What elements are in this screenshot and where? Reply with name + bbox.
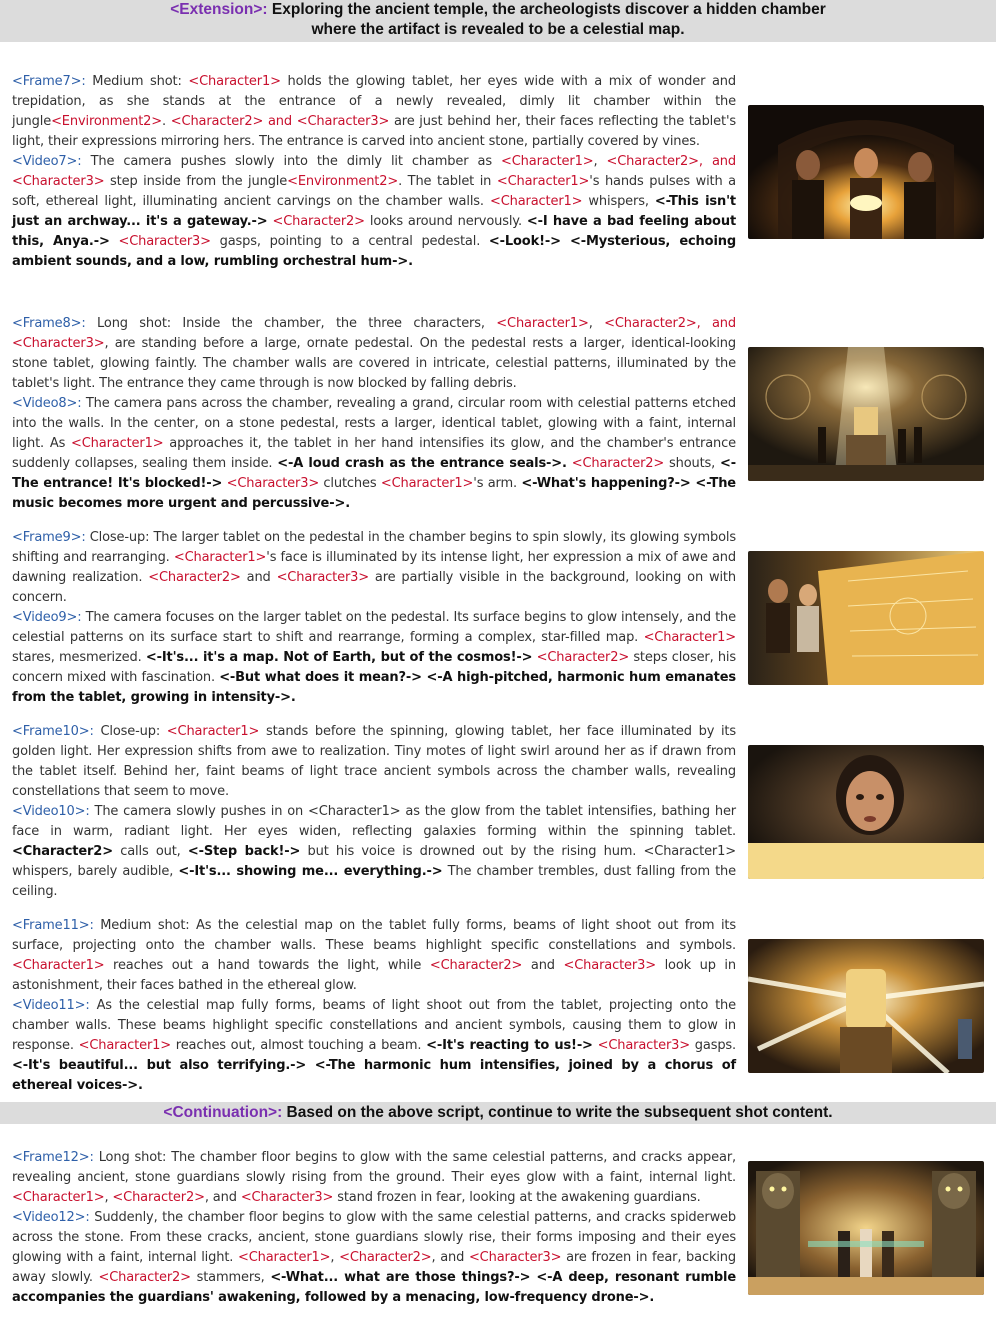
text-segment: <Character2> <box>429 958 523 974</box>
text-segment: are partially visible in the background, looking on with concern. <box>12 570 736 606</box>
text-segment: <Video9>: <box>12 610 82 626</box>
text-segment: stands before the spinning, glowing tablet, her face illuminated by its golden light. Her expression shifts from awe to realization. Tiny motes of light swirl around her as if drawn from the tablet itself. Behind her, faint beams of light trace ancient symbols across the chamber walls, revealing constellations that seem to move. <box>12 724 736 800</box>
text-segment: reaches out a hand towards the light, while <box>104 958 430 974</box>
frame11-image <box>748 939 984 1073</box>
extension-line1: Exploring the ancient temple, the archeologists discover a hidden chamber <box>267 1 826 18</box>
text-segment: and <box>522 958 564 974</box>
text-segment: <Character1> <box>380 475 474 491</box>
text-segment: Close-up: The larger tablet on the pedestal in the chamber begins to spin slowly, its glowing symbols shifting and rearranging. <box>12 530 736 566</box>
text-segment: <Character2> <box>571 455 665 471</box>
text-segment: 's face is illuminated by its intense light, her expression a mix of awe and dawning realization. <box>12 550 736 586</box>
text-segment: . The tablet in <box>398 174 497 189</box>
text-segment: steps closer, his concern mixed with fascination. <box>12 649 737 685</box>
text-segment: The camera pans across the chamber, revealing a grand, circular room with celestial patterns etched into the walls. In the center, on a stone pedestal, rests a larger, identical tablet, glowing with a faint, internal light. As <box>12 396 736 451</box>
text-segment: <Character2> <box>12 843 113 859</box>
frame8-image <box>748 347 984 481</box>
shot-text-frame9 <box>0 528 736 707</box>
text-segment: look up in astonishment, their faces bathed in the ethereal glow. <box>12 958 736 994</box>
text-segment: <Character3> <box>12 336 105 352</box>
text-segment: , <box>330 1249 340 1265</box>
text-segment: <Frame7>: <box>12 74 86 90</box>
text-segment: . <box>162 114 171 130</box>
text-segment: The camera pushes slowly into the dimly lit chamber as <box>81 154 501 170</box>
text-segment: <Character2> <box>148 570 241 586</box>
text-segment: <Frame10>: <box>12 724 94 740</box>
text-segment: step inside from the jungle <box>104 174 288 189</box>
text-segment: The chamber trembles, dust falling from the ceiling. <box>12 863 736 899</box>
text-segment: <Character2> <box>272 213 365 229</box>
text-segment: <Frame11>: <box>12 918 94 934</box>
text-segment: shouts, <box>664 455 721 471</box>
text-segment: <-The entrance! It's blocked!-> <box>12 455 737 491</box>
text-segment: <Character1> <box>489 193 583 209</box>
text-segment: <Character1> <box>496 316 589 332</box>
text-segment: <Character2> <box>170 114 264 130</box>
text-segment: <Character1> <box>166 724 260 740</box>
shot-text-frame12 <box>0 1148 736 1307</box>
text-segment: and <box>240 570 277 586</box>
text-segment: <Character1> <box>496 174 590 189</box>
text-segment: , and <box>204 1190 241 1206</box>
text-segment: but his voice is drowned out by the rising hum. <Character1> whispers, barely audible, <box>12 843 736 879</box>
text-segment: <-It's... showing me... everything.-> <box>178 863 443 879</box>
continuation-banner <box>0 1102 996 1124</box>
text-segment: <Character3> <box>468 1249 562 1265</box>
text-segment: Medium shot: <box>85 74 189 90</box>
text-segment: <Environment2> <box>51 114 163 130</box>
text-segment: <Character3> <box>118 233 211 249</box>
frame9-image <box>748 551 984 685</box>
text-segment: , are standing before a large, ornate pedestal. On the pedestal rests a larger, identical-looking stone tablet, glowing faintly. The chamber walls are covered in intricate, celestial patterns, illuminated by the tablet's light. The entrance they came through is now blocked by falling debris. <box>12 336 736 392</box>
text-segment: and <box>263 114 297 130</box>
extension-tag: <Extension>: <box>170 1 268 18</box>
text-segment: 's hands pulses with a soft, ethereal light, illuminating ancient carvings on the chamber walls. <box>12 174 736 209</box>
text-segment: looks around nervously. <box>364 213 527 229</box>
text-segment: gasps. <box>690 1037 737 1053</box>
text-segment: Suddenly, the chamber floor begins to glow with the same celestial patterns, and cracks spiderweb across the stone. From these cracks, ancient, stone guardians slowly rise, their forms imposing and their eyes glowing with a faint, internal light. <box>12 1210 736 1265</box>
text-segment: <Character3> <box>597 1037 691 1053</box>
text-segment: <Character3> <box>12 174 105 189</box>
text-segment: <Video8>: <box>12 396 82 412</box>
text-segment: The camera slowly pushes in on <Character1> as the glow from the tablet intensifies, bathing her face in warm, radiant light. Her eyes widen, reflecting galaxies forming within the spinning tablet. <box>12 804 736 839</box>
text-segment: whispers, <box>582 193 655 209</box>
frame7-image <box>748 105 984 239</box>
text-segment: stammers, <box>190 1269 271 1285</box>
text-segment: <-This isn't just an archway... it's a gateway.-> <box>12 193 736 229</box>
text-segment: <Character1> <box>237 1249 331 1265</box>
text-segment: <Character1> <box>12 958 105 974</box>
shot-text-frame7 <box>0 72 736 271</box>
text-segment: As the celestial map fully forms, beams of light shoot out from the tablet, projecting onto the chamber walls. These beams highlight specific constellations and ancient symbols, causing them to glow in response. <box>12 998 736 1053</box>
text-segment: <Video7>: <box>12 154 82 170</box>
text-segment: <Character1> <box>188 74 281 90</box>
continuation-tag: <Continuation>: <box>163 1104 283 1121</box>
shot-block-frame12 <box>0 1128 996 1328</box>
text-segment: <Character1> <box>78 1037 172 1053</box>
shot-block-frame7 <box>0 44 996 300</box>
continuation-text: Based on the above script, continue to write the subsequent shot content. <box>282 1104 833 1121</box>
text-segment: Long shot: The chamber floor begins to glow with the same celestial patterns, and cracks appear, revealing ancient, stone guardians slowly rising from the ground. Their eyes glow with a faint, internal light. <box>12 1150 736 1186</box>
text-segment: <Character2> <box>536 649 630 665</box>
text-segment: <Frame9>: <box>12 530 86 546</box>
text-segment: gasps, pointing to a central pedestal. <box>210 233 489 249</box>
text-segment: <Character3> <box>276 570 369 586</box>
shot-block-frame11 <box>0 916 996 1096</box>
text-segment: <-It's... it's a map. Not of Earth, but of the cosmos!-> <box>145 649 533 665</box>
text-segment: Long shot: Inside the chamber, the three characters, <box>85 316 497 332</box>
text-segment: <Character3> <box>296 114 390 130</box>
text-segment: <Frame12>: <box>12 1150 94 1166</box>
text-segment: <-But what does it mean?-> <-A high-pitched, harmonic hum emanates from the tablet, growing in intensity->. <box>12 669 736 705</box>
text-segment: stand frozen in fear, looking at the awakening guardians. <box>333 1190 701 1206</box>
text-segment: approaches it, the tablet in her hand intensifies its glow, and the chamber's entrance suddenly collapses, sealing them inside. <box>12 435 736 471</box>
text-segment: <Character2> <box>604 316 697 332</box>
shot-block-frame9 <box>0 528 996 708</box>
shot-block-frame10 <box>0 722 996 902</box>
text-segment: <-What... what are those things?-> <-A deep, resonant rumble accompanies the guardians' awakening, followed by a menacing, low-frequency drone->. <box>12 1269 736 1305</box>
text-segment: <-What's happening?-> <-The music becomes more urgent and percussive->. <box>12 475 736 511</box>
text-segment: <Character3> <box>563 958 656 974</box>
text-segment: <Character1> <box>71 435 164 451</box>
extension-line2: where the artifact is revealed to be a celestial map. <box>311 21 685 38</box>
frame12-image <box>748 1161 984 1295</box>
shot-text-frame8 <box>0 314 736 513</box>
shot-text-frame11 <box>0 916 736 1095</box>
text-segment: , <box>593 154 607 170</box>
shot-text-frame10 <box>0 722 736 901</box>
text-segment: <-Look!-> <-Mysterious, echoing ambient sounds, and a low, rumbling orchestral hum->. <box>12 233 737 269</box>
text-segment: <Character1> <box>173 550 267 566</box>
text-segment: , and <box>698 154 736 170</box>
text-segment: <Video10>: <box>12 804 90 820</box>
text-segment: <Character2> <box>98 1269 191 1285</box>
text-segment: are just behind her, their faces reflecting the tablet's light, their expressions mirroring hers. The entrance is carved into ancient stone, partially covered by vines. <box>12 114 736 150</box>
text-segment: <-A loud crash as the entrance seals->. <box>277 455 567 471</box>
text-segment: calls out, <box>112 843 188 859</box>
text-segment: <Character3> <box>226 475 320 491</box>
extension-banner <box>0 0 996 42</box>
text-segment: <-I have a bad feeling about this, Anya.-> <box>12 213 737 249</box>
text-segment: The camera focuses on the larger tablet on the pedestal. Its surface begins to glow intensely, and the celestial patterns on its surface start to shift and rearrange, forming a complex, star-filled map. <box>12 610 736 645</box>
text-segment: , <box>104 1190 113 1206</box>
shot-block-frame8 <box>0 314 996 514</box>
text-segment: clutches <box>319 475 381 491</box>
text-segment: 's arm. <box>473 475 522 491</box>
text-segment: <Environment2> <box>287 174 399 189</box>
text-segment: stares, mesmerized. <box>12 649 146 665</box>
text-segment: , and <box>696 316 736 332</box>
text-segment: <Character2> <box>606 154 699 170</box>
text-segment: Close-up: <box>93 724 167 740</box>
frame10-image <box>748 745 984 879</box>
text-segment: Medium shot: As the celestial map on the tablet fully forms, beams of light shoot out from its surface, projecting onto the chamber walls. These beams highlight specific constellations and symbols. <box>12 918 736 954</box>
text-segment: <-It's reacting to us!-> <box>426 1037 593 1053</box>
text-segment: , and <box>431 1249 469 1265</box>
text-segment: <-It's beautiful... but also terrifying.-> <-The harmonic hum intensifies, joined by a chorus of ethereal voices->. <box>12 1057 736 1093</box>
text-segment: , <box>588 316 605 332</box>
text-segment: <Frame8>: <box>12 316 86 332</box>
text-segment: <Video11>: <box>12 998 90 1014</box>
text-segment: <Character2> <box>112 1190 205 1206</box>
text-segment: <Character1> <box>643 629 736 645</box>
text-segment: <Character1> <box>12 1190 105 1206</box>
text-segment: <Character2> <box>339 1249 432 1265</box>
text-segment: <Video12>: <box>12 1210 90 1226</box>
text-segment: reaches out, almost touching a beam. <box>171 1037 427 1053</box>
text-segment: are frozen in fear, backing away slowly. <box>12 1249 736 1285</box>
text-segment: holds the glowing tablet, her eyes wide with a mix of wonder and trepidation, as she stands at the entrance of a newly revealed, dimly lit chamber within the jungle <box>12 74 736 130</box>
text-segment: <-Step back!-> <box>187 843 301 859</box>
text-segment: <Character1> <box>501 154 594 170</box>
text-segment: <Character3> <box>240 1190 334 1206</box>
